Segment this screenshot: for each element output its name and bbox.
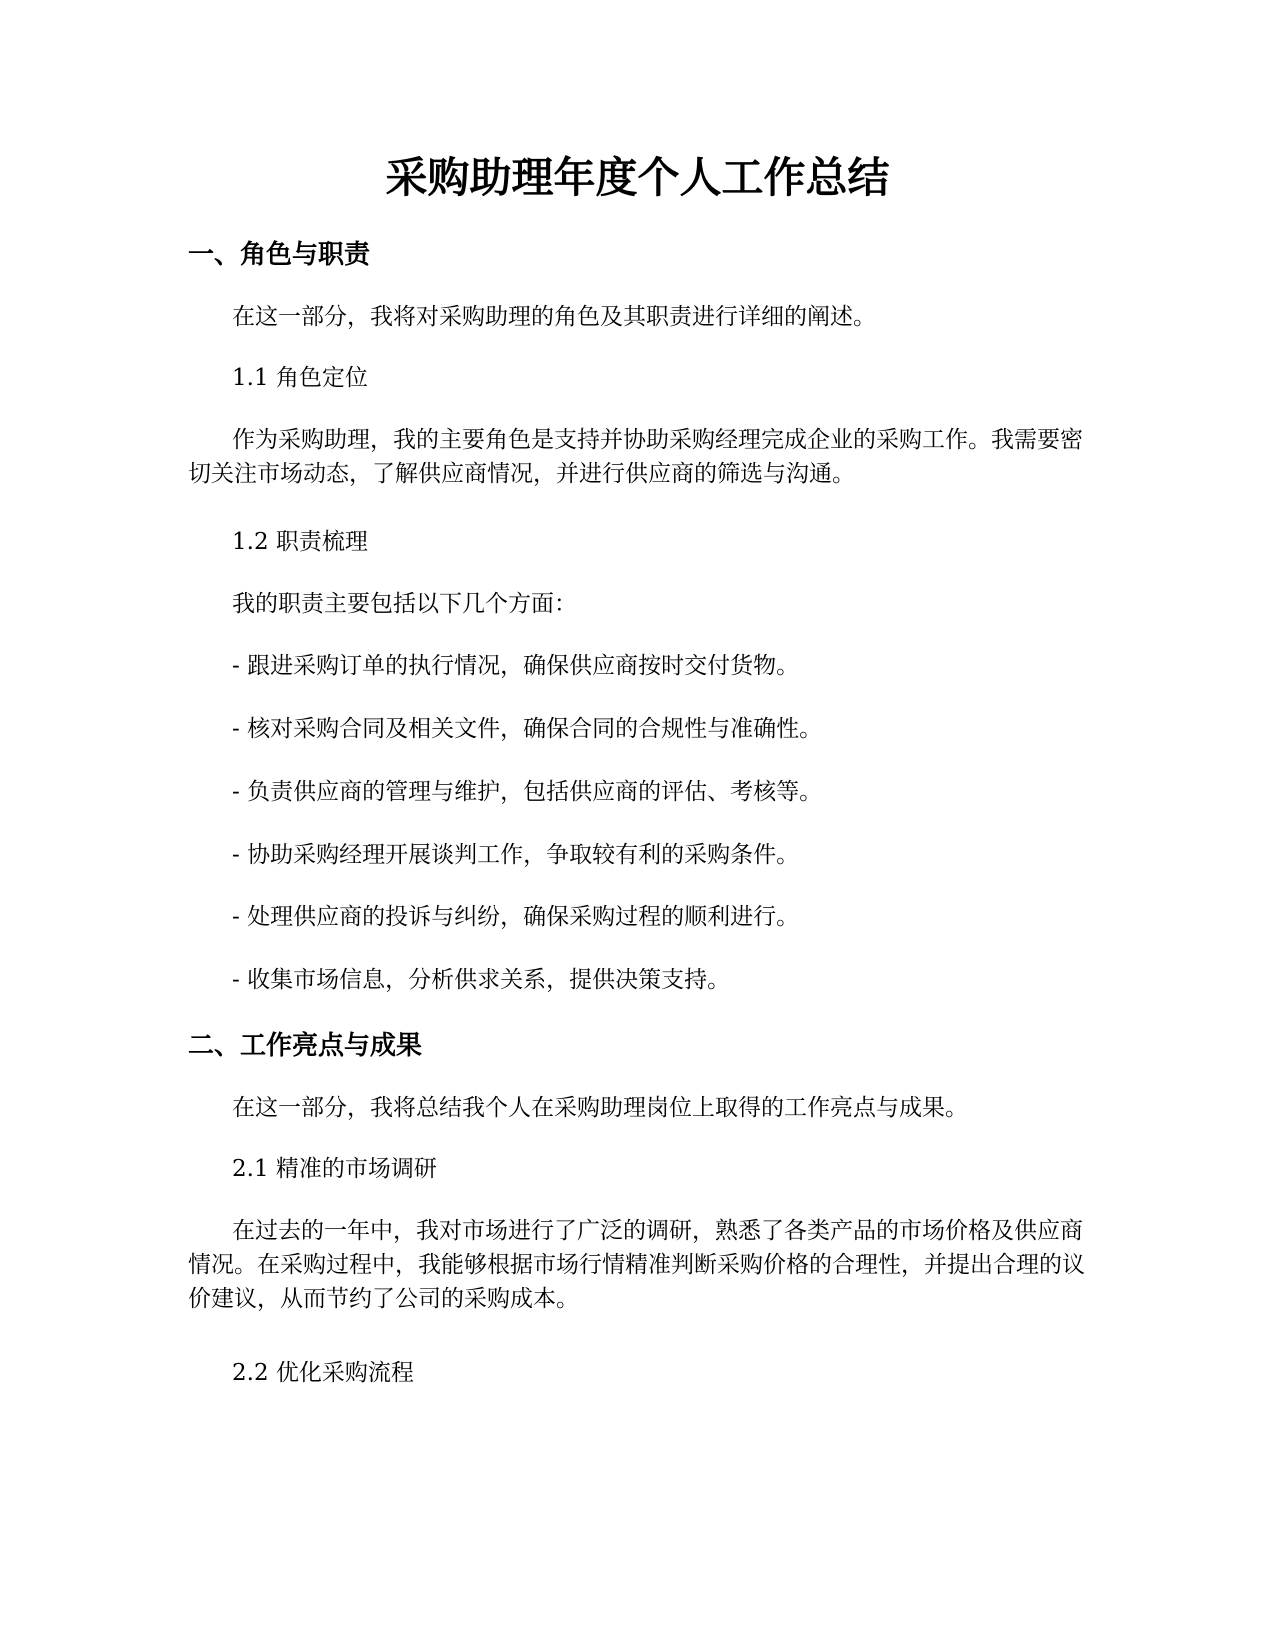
section-2-heading: 二、工作亮点与成果: [188, 1031, 423, 1061]
section-1-intro: 在这一部分，我将对采购助理的角色及其职责进行详细的阐述。: [232, 304, 876, 330]
subsection-1-2-intro: 我的职责主要包括以下几个方面：: [232, 591, 577, 617]
subsection-2-1-body: 在过去的一年中，我对市场进行了广泛的调研，熟悉了各类产品的市场价格及供应商情况。在采购过程中，我能够根据市场行情精准判断采购价格的合理性，并提出合理的议价建议，从而节约了公司的采购成本。: [188, 1218, 1085, 1312]
subsection-1-1-body: 作为采购助理，我的主要角色是支持并协助采购经理完成企业的采购工作。我需要密切关注市场动态，了解供应商情况，并进行供应商的筛选与沟通。: [188, 427, 1083, 487]
subsection-1-1-title: 1.1 角色定位: [232, 365, 368, 391]
duty-item: - 协助采购经理开展谈判工作，争取较有利的采购条件。: [232, 842, 800, 868]
subsection-1-2-title: 1.2 职责梳理: [232, 529, 368, 555]
section-2-intro: 在这一部分，我将总结我个人在采购助理岗位上取得的工作亮点与成果。: [232, 1095, 968, 1121]
document-title: 采购助理年度个人工作总结: [385, 153, 890, 202]
subsection-2-2-title: 2.2 优化采购流程: [232, 1360, 414, 1386]
subsection-2-1-title: 2.1 精准的市场调研: [232, 1156, 437, 1182]
duty-item: - 跟进采购订单的执行情况，确保供应商按时交付货物。: [232, 653, 800, 679]
duty-item: - 核对采购合同及相关文件，确保合同的合规性与准确性。: [232, 716, 823, 742]
duty-item: - 收集市场信息，分析供求关系，提供决策支持。: [232, 967, 731, 993]
section-1-heading: 一、角色与职责: [188, 240, 371, 270]
duty-item: - 负责供应商的管理与维护，包括供应商的评估、考核等。: [232, 779, 823, 805]
duty-item: - 处理供应商的投诉与纠纷，确保采购过程的顺利进行。: [232, 904, 800, 930]
